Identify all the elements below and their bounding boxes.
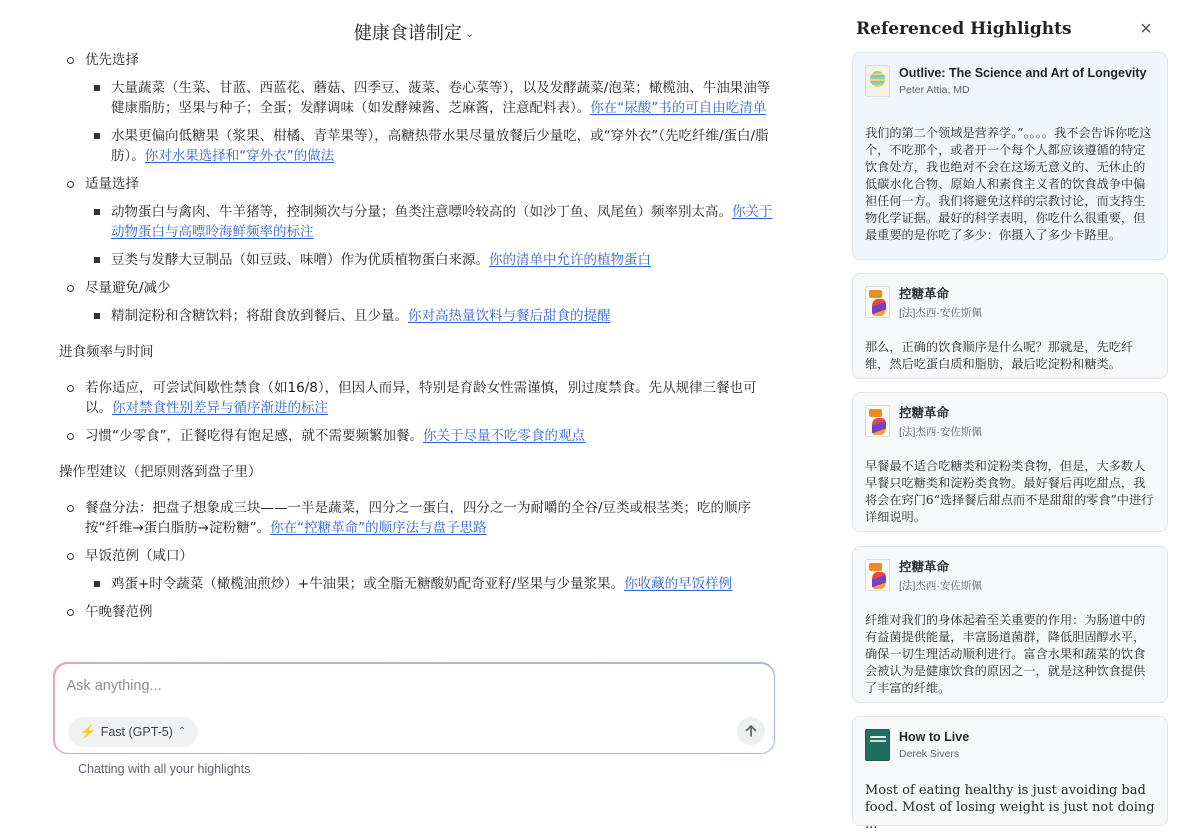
send-button[interactable] <box>737 717 765 745</box>
highlight-link[interactable]: 你在“控糖革命”的顺序法与盘子思路 <box>270 520 487 536</box>
list-label: 优先选择 <box>85 52 139 68</box>
book-title: Outlive: The Science and Art of Longevity <box>899 66 1147 80</box>
panel-title: Referenced Highlights <box>856 19 1072 39</box>
chat-input-box <box>53 662 775 754</box>
chevron-down-icon[interactable]: ⌄ <box>464 27 475 40</box>
highlight-link[interactable]: 你关于尽量不吃零食的观点 <box>423 428 585 444</box>
book-title: 控糖革命 <box>899 287 950 301</box>
list-text: 动物蛋白与禽肉、牛羊猪等，控制频次与分量；鱼类注意嘌呤较高的（如沙丁鱼、凤尾鱼）频率别太高。 <box>111 204 732 220</box>
list-text: 餐盘分法：把盘子想象成三块——一半是蔬菜，四分之一蛋白，四分之一为耐嚼的全谷/豆类或根茎类；吃的顺序按“纤维→蛋白脂肪→淀粉糖”。 <box>85 500 752 536</box>
lightning-icon: ⚡ <box>79 723 96 739</box>
book-cover <box>865 559 890 591</box>
list-item <box>59 306 781 326</box>
book-author: [法]杰西·安佐斯佩 <box>899 426 982 438</box>
list-item <box>59 78 781 118</box>
highlight-card[interactable] <box>852 716 1168 832</box>
book-title: 控糖革命 <box>899 406 950 420</box>
book-title: 控糖革命 <box>899 560 950 574</box>
card-meta <box>899 559 982 593</box>
list-item <box>59 378 781 418</box>
list-text: 习惯“少零食”，正餐吃得有饱足感，就不需要频繁加餐。 <box>85 428 423 444</box>
highlight-quote: 我们的第二个领域是营养学。”。。。。我不会告诉你吃这个，不吃那个，或者开一个每个人都应该遵循的特定饮食处方，我也绝对不会在这场无意义的、无休止的低碳水化合物、原始人和素食主义者的饮食战争中偏袒任何一方。我们将避免这样的宗教讨论，而支持生物化学证据。最好的科学表明，你吃什么很重要，但最重要的是你吃了多少：你摄入了多少卡路里。 <box>865 126 1152 242</box>
book-title: How to Live <box>899 730 970 744</box>
book-cover <box>865 729 890 761</box>
chat-title[interactable] <box>0 19 828 45</box>
highlight-quote: 那么，正确的饮食顺序是什么呢？那就是，先吃纤维，然后吃蛋白质和脂肪，最后吃淀粉和糖类。 <box>865 340 1134 371</box>
list-text: 豆类与发酵大豆制品（如豆豉、味噌）作为优质植物蛋白来源。 <box>111 252 489 268</box>
list-item <box>59 498 781 538</box>
highlight-quote: Most of eating healthy is just avoiding bad food. Most of losing weight is just not doing ... <box>865 783 1155 832</box>
model-label: Fast (GPT-5) <box>100 724 173 739</box>
list-text: 鸡蛋+时令蔬菜（橄榄油煎炒）+牛油果；或全脂无糖酸奶配奇亚籽/坚果与少量浆果。 <box>111 576 625 592</box>
list-item <box>59 602 781 622</box>
highlight-card[interactable] <box>852 273 1168 379</box>
highlight-card[interactable] <box>852 392 1168 532</box>
card-header <box>865 65 1155 101</box>
list-item <box>59 278 781 298</box>
book-author: [法]杰西·安佐斯佩 <box>899 307 982 319</box>
section-heading: 操作型建议（把原则落到盘子里） <box>59 464 262 480</box>
list-label: 适量选择 <box>85 176 139 192</box>
book-author: Peter Attia, MD <box>899 84 970 96</box>
close-icon[interactable]: × <box>1137 20 1155 38</box>
list-item <box>59 50 781 70</box>
list-label: 早饭范例（咸口） <box>85 548 193 564</box>
card-header <box>865 559 1155 595</box>
list-item <box>59 426 781 446</box>
card-meta <box>899 65 1147 96</box>
card-header <box>865 286 1155 322</box>
list-label: 尽量避免/减少 <box>85 280 171 296</box>
highlight-quote: 纤维对我们的身体起着至关重要的作用：为肠道中的有益菌提供能量，丰富肠道菌群，降低胆固醇水平，确保一切生理活动顺利进行。富含水果和蔬菜的饮食会被认为是健康饮食的原因之一，就是这种饮食提供了丰富的纤维。 <box>865 613 1146 695</box>
list-item <box>59 250 781 270</box>
chat-context-hint: Chatting with all your highlights <box>78 762 251 776</box>
chat-input[interactable] <box>67 678 707 694</box>
highlight-quote: 早餐最不适合吃糖类和淀粉类食物，但是，大多数人早餐只吃糖类和淀粉类食物。最好餐后再吃甜点，我将会在窍门6“选择餐后甜点而不是甜甜的零食”中进行详细说明。 <box>865 459 1154 524</box>
highlight-link[interactable]: 你的清单中允许的植物蛋白 <box>489 252 651 268</box>
highlight-link[interactable]: 你收藏的早饭样例 <box>624 576 733 592</box>
highlight-link[interactable]: 你对水果选择和“穿外衣”的做法 <box>144 148 335 164</box>
highlights-panel <box>843 0 1185 832</box>
card-meta <box>899 405 982 439</box>
list-text: 若你适应，可尝试间歇性禁食（如16/8），但因人而异，特别是育龄女性需谨慎，别过度禁食。先从规律三餐也可以。 <box>85 380 757 416</box>
chat-title-text: 健康食谱制定 <box>353 23 462 44</box>
card-header <box>865 729 1155 765</box>
card-meta <box>899 729 969 760</box>
chat-input-inner <box>55 664 774 753</box>
list-item <box>59 546 781 566</box>
model-selector-button[interactable] <box>68 717 199 747</box>
list-item <box>59 202 781 242</box>
list-label: 午晚餐范例 <box>85 604 153 620</box>
list-item <box>59 126 781 166</box>
list-text: 水果更偏向低糖果（浆果、柑橘、青苹果等），高糖热带水果尽量放餐后少量吃，或“穿外衣”（先吃纤维/蛋白/脂肪）。 <box>111 128 769 164</box>
highlight-link[interactable]: 你关于动物蛋白与高嘌呤海鲜频率的标注 <box>111 204 773 240</box>
list-item <box>59 174 781 194</box>
section-heading: 进食频率与时间 <box>59 344 154 360</box>
highlight-link[interactable]: 你对高热量饮料与餐后甜食的提醒 <box>408 308 611 324</box>
book-cover <box>865 286 890 318</box>
list-item <box>59 574 781 594</box>
book-cover <box>865 405 890 437</box>
highlight-card[interactable] <box>852 52 1168 260</box>
chevron-up-icon: ⌃ <box>177 726 187 737</box>
highlight-link[interactable]: 你在“尿酸”书的可自由吃清单 <box>590 100 767 116</box>
highlight-card[interactable] <box>852 546 1168 703</box>
book-author: [法]杰西·安佐斯佩 <box>899 580 982 592</box>
book-cover <box>865 65 890 97</box>
list-text: 精制淀粉和含糖饮料；将甜食放到餐后、且少量。 <box>111 308 408 324</box>
book-author: Derek Sivers <box>899 748 960 760</box>
arrow-up-icon <box>744 724 758 738</box>
card-meta <box>899 286 982 320</box>
card-header <box>865 405 1155 441</box>
highlight-link[interactable]: 你对禁食性别差异与循序渐进的标注 <box>112 400 328 416</box>
list-text: 大量蔬菜（生菜、甘蓝、西蓝花、蘑菇、四季豆、菠菜、卷心菜等），以及发酵蔬菜/泡菜；橄榄油、牛油果油等健康脂肪；坚果与种子；全蛋；发酵调味（如发酵辣酱、芝麻酱，注意配料表）。 <box>111 80 771 116</box>
assistant-message <box>59 50 781 630</box>
